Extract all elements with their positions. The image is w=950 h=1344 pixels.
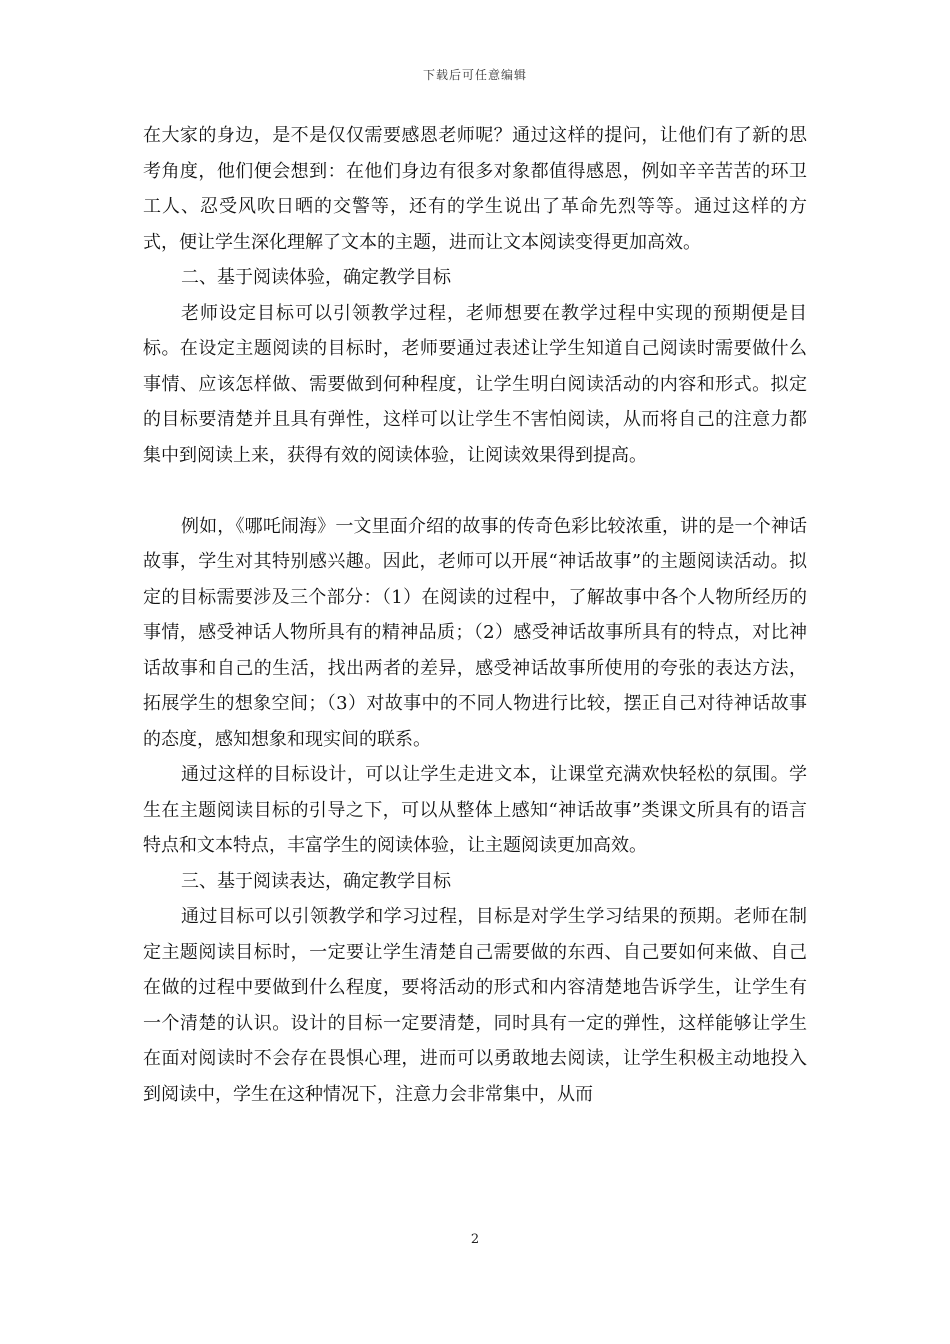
section-heading-2: 二、基于阅读体验，确定教学目标 bbox=[181, 267, 451, 288]
page-header: 下载后可任意编辑 bbox=[422, 68, 527, 82]
paragraph-reading-expression: 通过目标可以引领教学和学习过程，目标是对学生学习结果的预期。老师在制定主题阅读目标时，一定要让学生清楚自己需要做的东西、自己要如何来做、自己在做的过程中要做到什么程度，要将活动的形式和内容清楚地告诉学生，让学生有一个清楚的认识。设计的目标一定要清楚，同时具有一定的弹性，这样能够让学生在面对阅读时不会存在畏惧心理，进而可以勇敢地去阅读，让学生积极主动地投入到阅读中，学生在这种情况下，注意力会非常集中，从而 bbox=[143, 906, 807, 1105]
paragraph-spacer bbox=[143, 473, 807, 509]
page-number: 2 bbox=[470, 1232, 480, 1247]
section-heading-3: 三、基于阅读表达，确定教学目标 bbox=[181, 870, 451, 892]
paragraph-example-nezha: 例如，《哪吒闹海》一文里面介绍的故事的传奇色彩比较浓重，讲的是一个神话故事，学生对其特别感兴趣。因此，老师可以开展“神话故事”的主题阅读活动。拟定的目标需要涉及三个部分：（1）在阅读的过程中，了解故事中各个人物所经历的事情，感受神话人物所具有的精神品质；（2）感受神话故事所具有的特点，对比神话故事和自己的生活，找出两者的差异，感受神话故事所使用的夸张的表达方法，拓展学生的想象空间；（3）对故事中的不同人物进行比较，摆正自己对待神话故事的态度，感知想象和现实间的联系。 bbox=[143, 515, 807, 750]
paragraph-goal-design: 通过这样的目标设计，可以让学生走进文本，让课堂充满欢快轻松的氛围。学生在主题阅读目标的引导之下，可以从整体上感知“神话故事”类课文所具有的语言特点和文本特点，丰富学生的阅读体验，让主题阅读更加高效。 bbox=[143, 764, 807, 856]
paragraph-continuation: 在大家的身边，是不是仅仅需要感恩老师呢？通过这样的提问，让他们有了新的思考角度，他们便会想到：在他们身边有很多对象都值得感恩，例如辛辛苦苦的环卫工人、忍受风吹日晒的交警等，还有的学生说出了革命先烈等等。通过这样的方式，便让学生深化理解了文本的主题，进而让文本阅读变得更加高效。 bbox=[143, 125, 807, 253]
document-body bbox=[143, 118, 807, 1112]
paragraph-goal-setting: 老师设定目标可以引领教学过程，老师想要在教学过程中实现的预期便是目标。在设定主题阅读的目标时，老师要通过表述让学生知道自己阅读时需要做什么事情、应该怎样做、需要做到何种程度，让学生明白阅读活动的内容和形式。拟定的目标要清楚并且具有弹性，这样可以让学生不害怕阅读，从而将自己的注意力都集中到阅读上来，获得有效的阅读体验，让阅读效果得到提高。 bbox=[143, 302, 807, 466]
